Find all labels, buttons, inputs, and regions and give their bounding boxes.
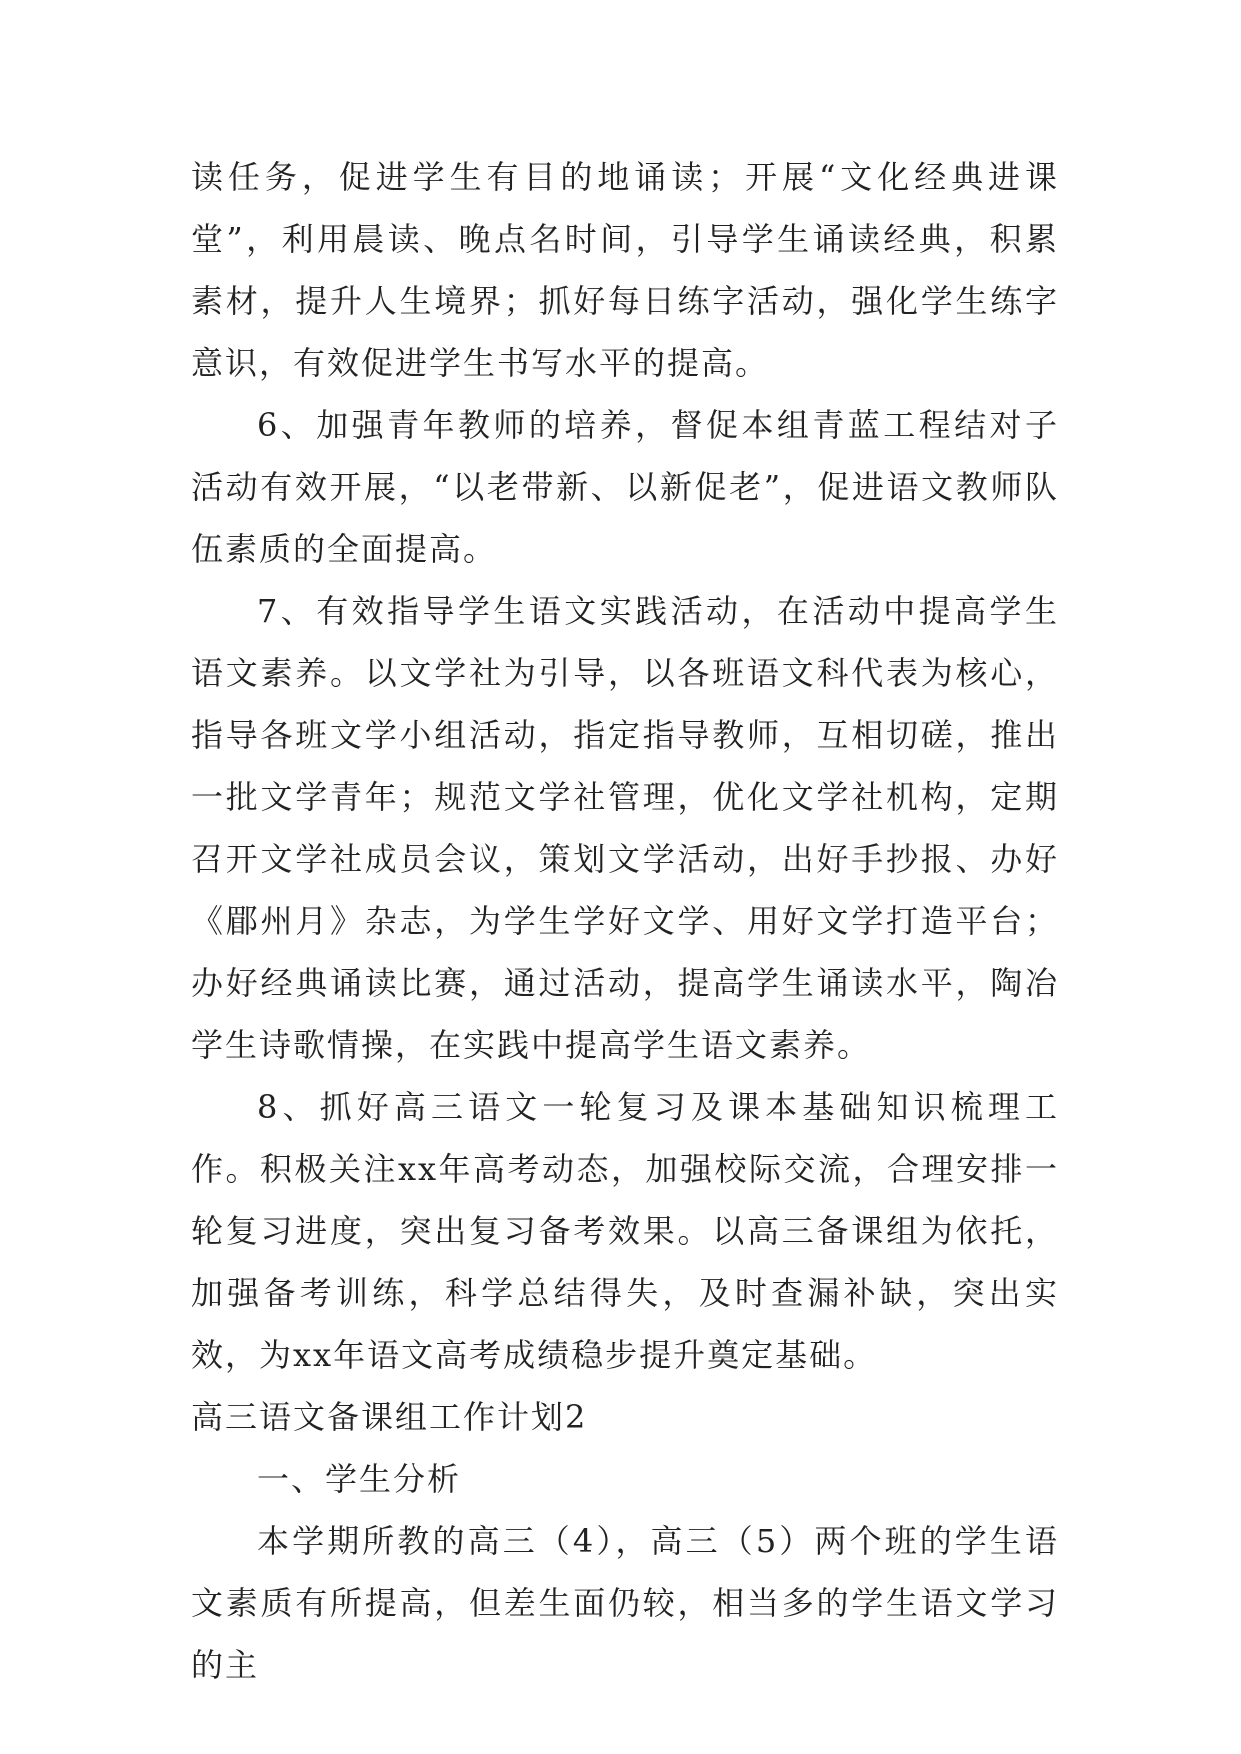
plan-title: 高三语文备课组工作计划2 <box>191 1398 588 1436</box>
document-page <box>191 146 1059 1696</box>
paragraph-item-7: 7、有效指导学生语文实践活动，在活动中提高学生语文素养。以文学社为引导，以各班语文科代表为核心，指导各班文学小组活动，指定指导教师，互相切磋，推出一批文学青年；规范文学社管理，优化文学社机构，定期召开文学社成员会议，策划文学活动，出好手抄报、办好《郿州月》杂志，为学生学好文学、用好文学打造平台；办好经典诵读比赛，通过活动，提高学生诵读水平，陶冶学生诗歌情操，在实践中提高学生语文素养。 <box>191 592 1059 1064</box>
section-heading: 一、学生分析 <box>257 1460 462 1498</box>
paragraph-continued: 读任务，促进学生有目的地诵读；开展“文化经典进课堂”，利用晨读、晚点名时间，引导学生诵读经典，积累素材，提升人生境界；抓好每日练字活动，强化学生练字意识，有效促进学生书写水平的提高。 <box>191 158 1059 382</box>
section-paragraph: 本学期所教的高三（4），高三（5）两个班的学生语文素质有所提高，但差生面仍较，相当多的学生语文学习的主 <box>191 1522 1059 1684</box>
paragraph-item-6: 6、加强青年教师的培养，督促本组青蓝工程结对子活动有效开展，“以老带新、以新促老”，促进语文教师队伍素质的全面提高。 <box>191 406 1059 568</box>
paragraph-item-8: 8、抓好高三语文一轮复习及课本基础知识梳理工作。积极关注xx年高考动态，加强校际交流，合理安排一轮复习进度，突出复习备考效果。以高三备课组为依托，加强备考训练，科学总结得失，及时查漏补缺，突出实效，为xx年语文高考成绩稳步提升奠定基础。 <box>191 1088 1059 1374</box>
